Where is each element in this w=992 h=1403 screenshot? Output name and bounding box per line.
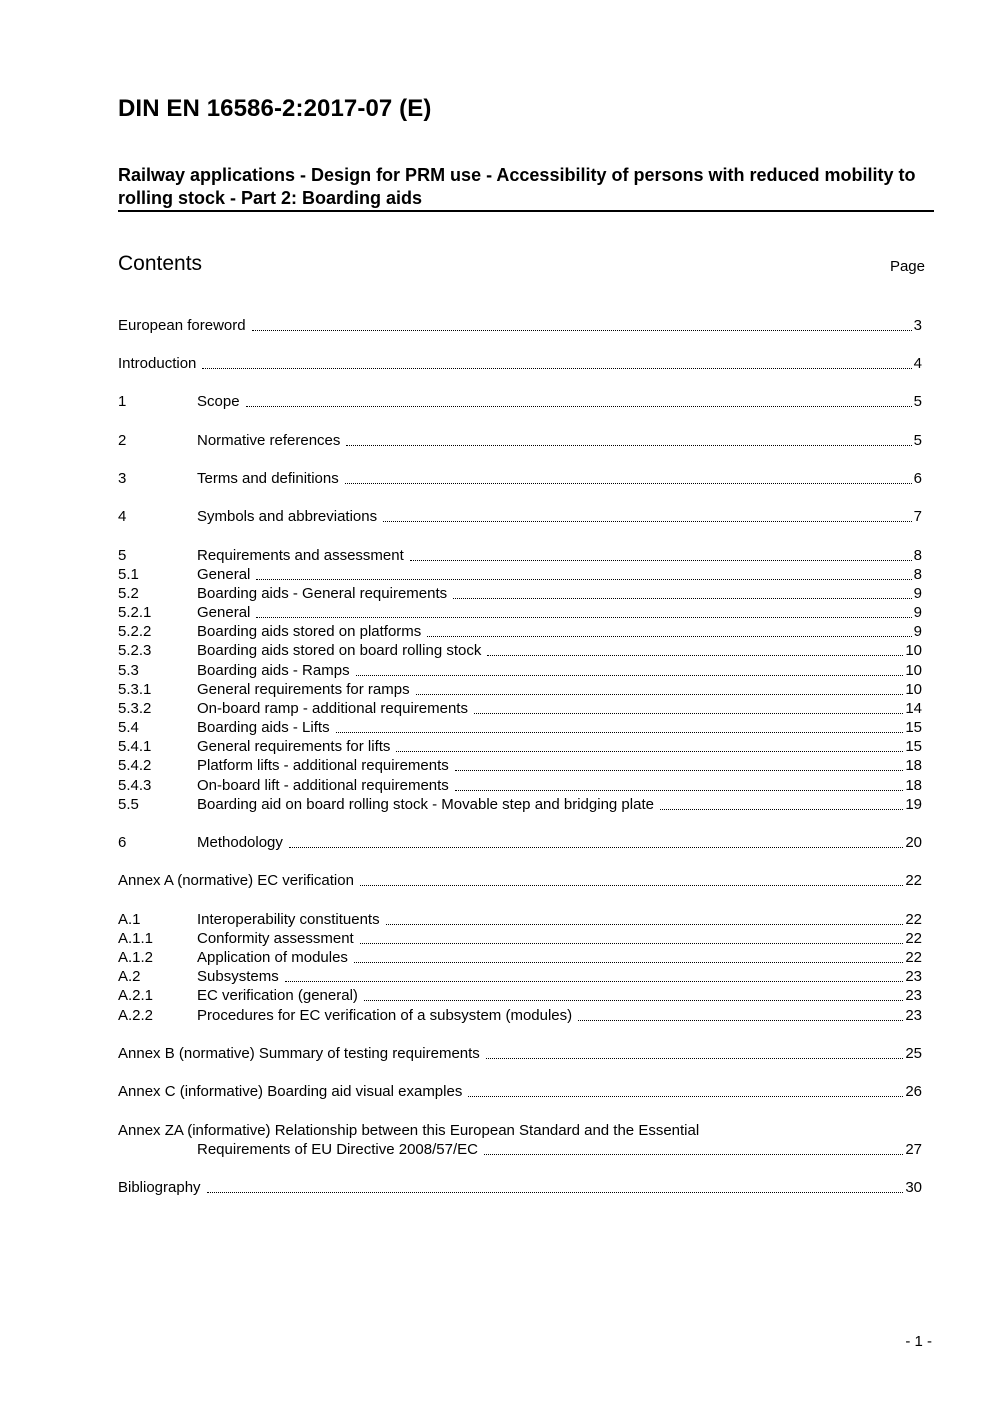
toc-entry-title: On-board lift - additional requirements xyxy=(197,777,449,794)
toc-dot-leader xyxy=(410,547,912,561)
toc-entry[interactable] xyxy=(118,680,922,699)
toc-entry-title: Annex C (informative) Boarding aid visual examples xyxy=(118,1083,463,1100)
toc-entry[interactable] xyxy=(118,1044,922,1063)
toc-entry-title: Normative references xyxy=(197,432,341,449)
toc-dot-leader xyxy=(360,872,903,886)
toc-entry-title: Interoperability constituents xyxy=(197,911,380,928)
toc-entry-page: 10 xyxy=(905,642,922,659)
toc-entry-number: A.2 xyxy=(118,968,141,985)
toc-dot-leader xyxy=(468,1083,903,1097)
toc-entry-page: 27 xyxy=(905,1141,922,1158)
toc-dot-leader xyxy=(427,623,911,637)
toc-entry-title: European foreword xyxy=(118,317,246,334)
toc-entry-page: 18 xyxy=(905,757,922,774)
toc-entry-title: Requirements and assessment xyxy=(197,547,404,564)
toc-dot-leader xyxy=(256,604,911,618)
toc-dot-leader xyxy=(202,355,911,369)
toc-dot-leader xyxy=(256,566,911,580)
toc-entry[interactable] xyxy=(118,1121,922,1140)
toc-entry-title: Procedures for EC verification of a subsystem (modules) xyxy=(197,1007,573,1024)
toc-entry-page: 9 xyxy=(913,604,922,621)
toc-entry[interactable] xyxy=(118,967,922,986)
title-rule xyxy=(118,210,934,212)
toc-entry-number: 5.2.1 xyxy=(118,604,152,621)
toc-entry-number: 5.2.3 xyxy=(118,642,152,659)
page-column-label: Page xyxy=(889,258,925,275)
toc-entry[interactable] xyxy=(118,431,922,450)
toc-entry-number: 5.2 xyxy=(118,585,139,602)
toc-dot-leader xyxy=(486,1045,904,1059)
toc-entry-number: A.2.2 xyxy=(118,1007,154,1024)
toc-entry[interactable] xyxy=(118,546,922,565)
toc-entry[interactable] xyxy=(118,871,922,890)
toc-entry-page: 9 xyxy=(913,623,922,640)
toc-entry-title: Annex A (normative) EC verification xyxy=(118,872,354,889)
toc-entry-page: 4 xyxy=(913,355,922,372)
toc-entry-title: Boarding aids stored on platforms xyxy=(197,623,422,640)
toc-entry[interactable] xyxy=(118,1178,922,1197)
toc-entry-page: 7 xyxy=(913,508,922,525)
toc-entry-number: A.1.1 xyxy=(118,930,154,947)
toc-dot-leader xyxy=(386,911,904,925)
toc-dot-leader xyxy=(455,757,904,771)
toc-dot-leader xyxy=(578,1007,903,1021)
toc-entry-page: 9 xyxy=(913,585,922,602)
toc-entry-number: A.1 xyxy=(118,911,141,928)
toc-dot-leader xyxy=(453,585,912,599)
toc-entry-page: 5 xyxy=(913,432,922,449)
toc-entry-page: 8 xyxy=(913,547,922,564)
toc-entry-title: Introduction xyxy=(118,355,197,372)
toc-entry-title: Boarding aids stored on board rolling stock xyxy=(197,642,482,659)
toc-entry-page: 5 xyxy=(913,393,922,410)
toc-entry[interactable] xyxy=(118,603,922,622)
toc-entry-page: 10 xyxy=(905,662,922,679)
toc-dot-leader xyxy=(396,738,903,752)
toc-entry[interactable] xyxy=(118,584,922,603)
toc-entry-page: 23 xyxy=(905,1007,922,1024)
toc-entry-page: 19 xyxy=(905,796,922,813)
toc-entry[interactable] xyxy=(118,948,922,967)
toc-entry-page: 15 xyxy=(905,719,922,736)
toc-entry-page: 25 xyxy=(905,1045,922,1062)
toc-dot-leader xyxy=(345,470,912,484)
toc-entry-number: 5.3.2 xyxy=(118,700,152,717)
toc-entry-title: Bibliography xyxy=(118,1179,201,1196)
toc-entry-title: Application of modules xyxy=(197,949,348,966)
toc-entry-number: 4 xyxy=(118,508,127,525)
toc-entry-number: 5.4.3 xyxy=(118,777,152,794)
toc-entry-title: Methodology xyxy=(197,834,283,851)
toc-entry[interactable] xyxy=(118,1082,922,1101)
toc-entry-title: Boarding aids - General requirements xyxy=(197,585,448,602)
toc-dot-leader xyxy=(484,1141,903,1155)
toc-entry-page: 26 xyxy=(905,1083,922,1100)
toc-entry[interactable] xyxy=(118,354,922,373)
toc-entry[interactable] xyxy=(118,469,922,488)
toc-entry-page: 8 xyxy=(913,566,922,583)
toc-entry-page: 22 xyxy=(905,930,922,947)
toc-entry-number: 5.3 xyxy=(118,662,139,679)
toc-entry[interactable] xyxy=(118,986,922,1005)
toc-entry-number: 5.4.2 xyxy=(118,757,152,774)
toc-entry-title: General requirements for ramps xyxy=(197,681,410,698)
toc-entry[interactable] xyxy=(118,756,922,775)
toc-entry-title: General xyxy=(197,566,251,583)
toc-entry[interactable] xyxy=(118,641,922,660)
toc-entry-number: 5.5 xyxy=(118,796,139,813)
toc-dot-leader xyxy=(285,968,904,982)
toc-entry-page: 3 xyxy=(913,317,922,334)
toc-entry-page: 22 xyxy=(905,949,922,966)
toc-dot-leader xyxy=(660,796,903,810)
toc-entry-page: 15 xyxy=(905,738,922,755)
contents-heading: Contents xyxy=(118,252,203,275)
toc-entry-title: Scope xyxy=(197,393,240,410)
toc-dot-leader xyxy=(354,949,903,963)
toc-dot-leader xyxy=(360,930,904,944)
toc-entry-title: EC verification (general) xyxy=(197,987,358,1004)
toc-entry-title: General requirements for lifts xyxy=(197,738,391,755)
document-title: Railway applications - Design for PRM use - Accessibility of persons with reduced mobility to rolling stock - Part 2: Boarding aids xyxy=(118,165,916,208)
toc-entry[interactable] xyxy=(118,795,922,814)
toc-entry-page: 23 xyxy=(905,987,922,1004)
toc-entry[interactable] xyxy=(118,622,922,641)
toc-entry[interactable] xyxy=(118,699,922,718)
toc-dot-leader xyxy=(207,1179,904,1193)
toc-dot-leader xyxy=(487,642,903,656)
toc-entry-title: Subsystems xyxy=(197,968,279,985)
toc-entry-title: Boarding aids - Ramps xyxy=(197,662,350,679)
toc-entry-number: 5.1 xyxy=(118,566,139,583)
toc-dot-leader xyxy=(455,777,904,791)
toc-entry[interactable] xyxy=(118,392,922,411)
toc-entry-title: Boarding aids - Lifts xyxy=(197,719,330,736)
toc-entry-title: Terms and definitions xyxy=(197,470,339,487)
toc-dot-leader xyxy=(336,719,904,733)
toc-entry-number: 6 xyxy=(118,834,127,851)
toc-entry[interactable] xyxy=(118,776,922,795)
toc-entry-page: 30 xyxy=(905,1179,922,1196)
toc-entry-page: 20 xyxy=(905,834,922,851)
toc-entry-number: A.1.2 xyxy=(118,949,154,966)
toc-entry-title: Platform lifts - additional requirements xyxy=(197,757,449,774)
toc-entry-number: 5.4.1 xyxy=(118,738,152,755)
toc-entry-page: 23 xyxy=(905,968,922,985)
toc-entry[interactable] xyxy=(118,910,922,929)
toc-entry-number: 3 xyxy=(118,470,127,487)
toc-entry[interactable] xyxy=(118,1006,922,1025)
toc-entry-number: 5.4 xyxy=(118,719,139,736)
toc-entry-title: Requirements of EU Directive 2008/57/EC xyxy=(197,1141,478,1158)
toc-entry-page: 22 xyxy=(905,872,922,889)
toc-dot-leader xyxy=(383,508,912,522)
toc-entry-title: Annex B (normative) Summary of testing requirements xyxy=(118,1045,480,1062)
toc-entry-title: Annex ZA (informative) Relationship between this European Standard and the Essential xyxy=(118,1122,700,1139)
toc-entry-page: 14 xyxy=(905,700,922,717)
toc-entry-number: 5.2.2 xyxy=(118,623,152,640)
toc-entry[interactable] xyxy=(118,565,922,584)
toc-entry-number: 5 xyxy=(118,547,127,564)
toc-dot-leader xyxy=(474,700,903,714)
toc-dot-leader xyxy=(346,432,911,446)
toc-dot-leader xyxy=(356,662,904,676)
toc-entry-number: 1 xyxy=(118,393,127,410)
toc-entry[interactable] xyxy=(118,507,922,526)
toc-entry-title: Conformity assessment xyxy=(197,930,354,947)
page-number: - 1 - xyxy=(905,1333,932,1350)
toc-entry[interactable] xyxy=(118,833,922,852)
document-id: DIN EN 16586-2:2017-07 (E) xyxy=(118,95,432,122)
toc-entry-title: On-board ramp - additional requirements xyxy=(197,700,468,717)
toc-entry-number: 5.3.1 xyxy=(118,681,152,698)
toc-entry-page: 22 xyxy=(905,911,922,928)
toc-dot-leader xyxy=(289,834,903,848)
toc-entry-page: 6 xyxy=(913,470,922,487)
toc-entry-page: 18 xyxy=(905,777,922,794)
toc-entry[interactable] xyxy=(118,1140,922,1159)
toc-entry[interactable] xyxy=(118,661,922,680)
toc-entry-page: 10 xyxy=(905,681,922,698)
toc-entry-number: A.2.1 xyxy=(118,987,154,1004)
toc-entry-title: General xyxy=(197,604,251,621)
toc-entry-title: Symbols and abbreviations xyxy=(197,508,378,525)
toc-entry[interactable] xyxy=(118,316,922,335)
toc-entry[interactable] xyxy=(118,929,922,948)
toc-dot-leader xyxy=(246,393,912,407)
toc-entry-number: 2 xyxy=(118,432,127,449)
toc-dot-leader xyxy=(252,317,912,331)
toc-entry-title: Boarding aid on board rolling stock - Movable step and bridging plate xyxy=(197,796,654,813)
toc-entry[interactable] xyxy=(118,718,922,737)
toc-entry[interactable] xyxy=(118,737,922,756)
toc-dot-leader xyxy=(416,681,904,695)
toc-dot-leader xyxy=(364,987,903,1001)
